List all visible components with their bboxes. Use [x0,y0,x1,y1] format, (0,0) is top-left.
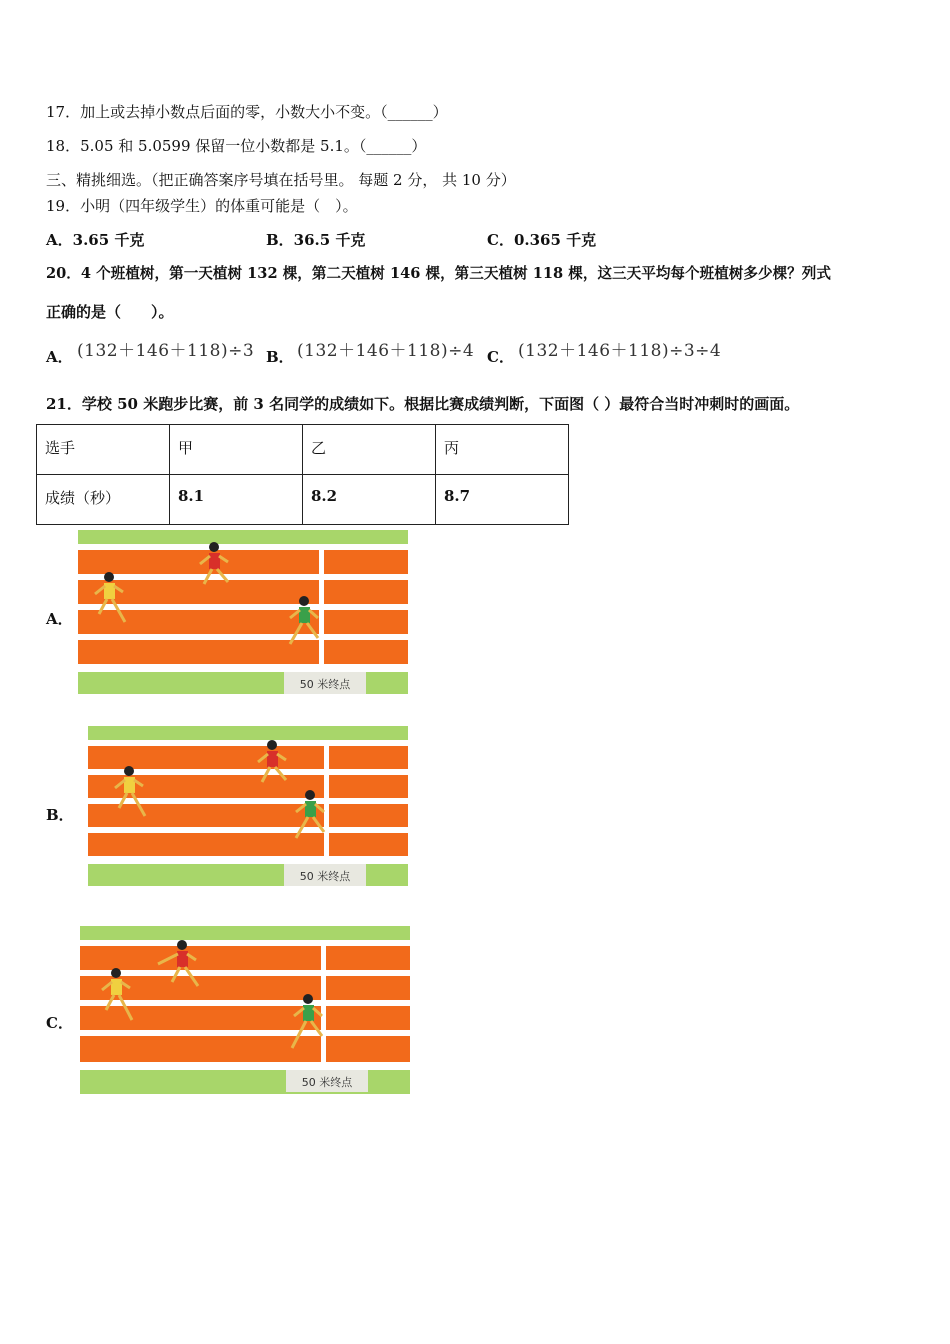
finish-line-label: 50 米终点 [299,870,351,883]
question-19-stem: 19．小明（四年级学生）的体重可能是（ ）。 [46,197,358,215]
finish-line-label: 50 米终点 [299,678,351,691]
q19-option-a: A．3.65 千克 [46,231,145,249]
results-table [36,424,569,525]
track-image-c [80,926,412,1094]
q20-option-c-expression: (132＋146＋118)÷3÷4 [518,341,722,361]
table-header-cell: 丙 [436,425,569,475]
table-header-cell: 甲 [170,425,303,475]
q19-option-b: B．36.5 千克 [266,231,366,249]
track-image-a [78,530,410,694]
table-row [37,475,569,525]
table-cell: 8.2 [303,475,436,525]
question-20-stem-line1: 20．4 个班植树，第一天植树 132 棵，第二天植树 146 棵，第三天植树 118 棵，这三天平均每个班植树多少棵？列式 [46,265,831,282]
question-20-stem-line2: 正确的是（ ）。 [46,303,174,321]
q20-option-c-letter: C． [487,348,514,366]
q20-option-a-expression: (132＋146＋118)÷3 [77,341,255,361]
q20-option-b-expression: (132＋146＋118)÷4 [297,341,475,361]
question-21-stem: 21．学校 50 米跑步比赛，前 3 名同学的成绩如下。根据比赛成绩判断，下面图（ ）最符合当时冲刺时的画面。 [46,395,800,413]
image-c-label: C． [46,1014,73,1032]
q19-option-c: C．0.365 千克 [487,231,597,249]
q20-option-b-letter: B． [266,348,294,366]
image-b-label: B． [46,806,74,824]
question-17: 17．加上或去掉小数点后面的零，小数大小不变。（______） [46,103,448,121]
image-a-label: A． [46,610,73,628]
table-cell: 8.1 [170,475,303,525]
table-header-cell: 选手 [37,425,170,475]
table-header-cell: 乙 [303,425,436,475]
question-18: 18．5.05 和 5.0599 保留一位小数都是 5.1。（______） [46,137,427,155]
q20-option-a-letter: A． [46,348,73,366]
finish-line-label: 50 米终点 [301,1076,353,1089]
track-image-b [88,726,410,886]
section-3-heading: 三、精挑细选。（把正确答案序号填在括号里。 每题 2 分， 共 10 分） [46,171,516,189]
table-row [37,425,569,475]
table-cell: 成绩（秒） [37,475,170,525]
table-cell: 8.7 [436,475,569,525]
